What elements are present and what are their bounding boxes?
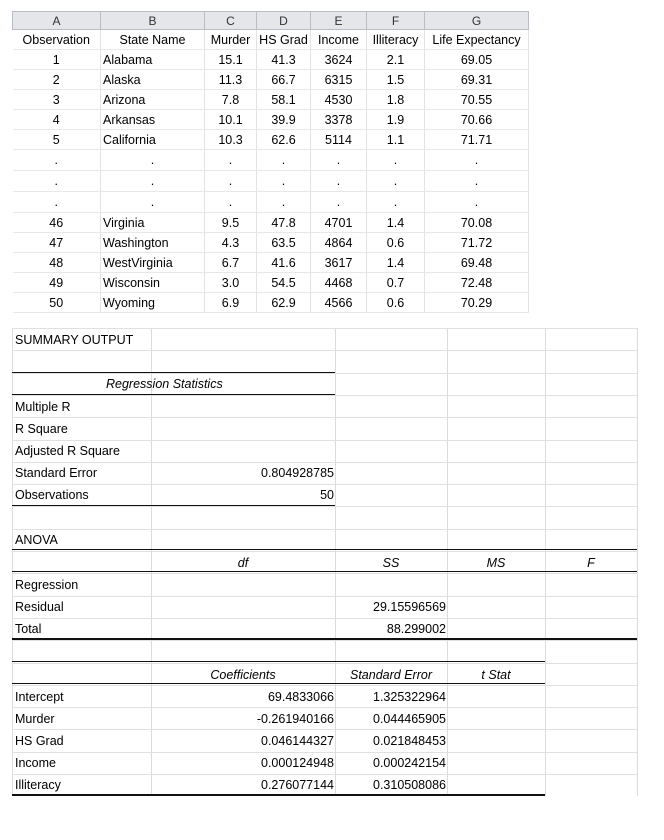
income-cell[interactable]: 6315 <box>311 70 367 90</box>
gridline <box>12 618 638 619</box>
ellipsis-row <box>13 192 529 213</box>
ellipsis-cell[interactable]: . <box>425 192 529 213</box>
life-expectancy-cell[interactable]: 69.31 <box>425 70 529 90</box>
summary-output-grid <box>12 328 638 796</box>
coef-row-label: Intercept <box>15 690 64 704</box>
gridline <box>12 663 638 664</box>
life-expectancy-cell[interactable]: 71.72 <box>425 233 529 253</box>
income-cell[interactable]: 3617 <box>311 253 367 273</box>
gridline <box>12 417 638 418</box>
anova-row-label: Residual <box>15 600 64 614</box>
gridline <box>12 729 638 730</box>
header-illiteracy[interactable]: Illiteracy <box>367 30 425 50</box>
data-row <box>13 253 529 273</box>
column-header-d[interactable]: D <box>257 12 311 30</box>
column-header-c[interactable]: C <box>205 12 257 30</box>
state-name-cell[interactable]: Virginia <box>101 213 205 233</box>
income-cell[interactable]: 3624 <box>311 50 367 70</box>
data-row <box>13 50 529 70</box>
income-cell[interactable]: 4530 <box>311 90 367 110</box>
ellipsis-cell[interactable]: . <box>101 150 205 171</box>
se-value: 0.021848453 <box>373 734 446 748</box>
hs-grad-cell[interactable]: 62.9 <box>257 293 311 313</box>
illiteracy-cell[interactable]: 0.7 <box>367 273 425 293</box>
data-row <box>13 213 529 233</box>
illiteracy-cell[interactable]: 1.9 <box>367 110 425 130</box>
ellipsis-cell[interactable]: . <box>13 150 101 171</box>
ellipsis-cell[interactable]: . <box>101 192 205 213</box>
murder-cell[interactable]: 15.1 <box>205 50 257 70</box>
coef-header-t-stat: t Stat <box>481 668 511 682</box>
anova-header-ss: SS <box>382 556 400 570</box>
illiteracy-cell[interactable]: 1.4 <box>367 213 425 233</box>
gridline <box>12 573 638 574</box>
gridline <box>12 707 638 708</box>
coef-value: 69.4833066 <box>267 690 334 704</box>
gridline <box>12 596 638 597</box>
anova-header-ms: MS <box>486 556 506 570</box>
header-murder[interactable]: Murder <box>205 30 257 50</box>
gridline <box>12 774 638 775</box>
coef-header-coefficients: Coefficients <box>210 668 276 682</box>
hs-grad-cell[interactable]: 54.5 <box>257 273 311 293</box>
se-value: 0.000242154 <box>373 756 446 770</box>
coef-header-rule <box>12 683 545 684</box>
ellipsis-cell[interactable]: . <box>13 171 101 192</box>
reg-stat-label: Multiple R <box>15 400 71 414</box>
anova-header-f: F <box>587 556 595 570</box>
summary-title: SUMMARY OUTPUT <box>15 333 134 347</box>
gridline <box>12 395 638 396</box>
reg-stat-label: Adjusted R Square <box>15 444 120 458</box>
observation-cell[interactable]: 46 <box>13 213 101 233</box>
column-header-b[interactable]: B <box>101 12 205 30</box>
column-header-row <box>13 12 529 30</box>
illiteracy-cell[interactable]: 1.1 <box>367 130 425 150</box>
hs-grad-cell[interactable]: 66.7 <box>257 70 311 90</box>
se-value: 0.310508086 <box>373 778 446 792</box>
ellipsis-cell[interactable]: . <box>257 192 311 213</box>
standard-error-value: 0.804928785 <box>261 466 334 480</box>
ellipsis-cell[interactable]: . <box>205 192 257 213</box>
murder-cell[interactable]: 6.9 <box>205 293 257 313</box>
gridline <box>12 506 638 507</box>
anova-row-label: Regression <box>15 578 79 592</box>
reg-stat-label: R Square <box>15 422 68 436</box>
coef-row-label: Illiteracy <box>15 778 61 792</box>
murder-cell[interactable]: 11.3 <box>205 70 257 90</box>
hs-grad-cell[interactable]: 39.9 <box>257 110 311 130</box>
gridline <box>12 529 638 530</box>
coef-bottom-rule <box>12 794 545 796</box>
coef-header-standard-error: Standard Error <box>350 668 432 682</box>
hs-grad-cell[interactable]: 62.6 <box>257 130 311 150</box>
column-header-e[interactable]: E <box>311 12 367 30</box>
observation-cell[interactable]: 49 <box>13 273 101 293</box>
observation-cell[interactable]: 5 <box>13 130 101 150</box>
column-header-f[interactable]: F <box>367 12 425 30</box>
life-expectancy-cell[interactable]: 70.29 <box>425 293 529 313</box>
reg-stats-top-rule <box>12 372 335 373</box>
life-expectancy-cell[interactable]: 71.71 <box>425 130 529 150</box>
header-income[interactable]: Income <box>311 30 367 50</box>
illiteracy-cell[interactable]: 0.6 <box>367 233 425 253</box>
anova-header-rule <box>12 571 637 572</box>
observation-cell[interactable]: 1 <box>13 50 101 70</box>
coef-value: 0.000124948 <box>261 756 334 770</box>
murder-cell[interactable]: 3.0 <box>205 273 257 293</box>
hs-grad-cell[interactable]: 41.3 <box>257 50 311 70</box>
gridline <box>12 685 638 686</box>
coef-row-label: Income <box>15 756 56 770</box>
hs-grad-cell[interactable]: 63.5 <box>257 233 311 253</box>
gridline <box>12 462 638 463</box>
column-header-a[interactable]: A <box>13 12 101 30</box>
ellipsis-row <box>13 150 529 171</box>
illiteracy-cell[interactable]: 1.5 <box>367 70 425 90</box>
coef-value: -0.261940166 <box>256 712 334 726</box>
ellipsis-cell[interactable]: . <box>205 171 257 192</box>
murder-cell[interactable]: 10.1 <box>205 110 257 130</box>
header-observation[interactable]: Observation <box>13 30 101 50</box>
gridline <box>12 373 638 374</box>
gridline <box>12 328 638 329</box>
gridline <box>12 440 638 441</box>
anova-row-label: Total <box>15 622 42 636</box>
data-row <box>13 293 529 313</box>
ellipsis-cell[interactable]: . <box>257 171 311 192</box>
ellipsis-cell[interactable]: . <box>311 171 367 192</box>
life-expectancy-cell[interactable]: 70.55 <box>425 90 529 110</box>
coef-top-rule <box>12 661 545 662</box>
ellipsis-cell[interactable]: . <box>367 192 425 213</box>
gridline <box>12 484 638 485</box>
observation-cell[interactable]: 47 <box>13 233 101 253</box>
observation-cell[interactable]: 48 <box>13 253 101 273</box>
observations-value: 50 <box>320 488 334 502</box>
observation-cell[interactable]: 50 <box>13 293 101 313</box>
hs-grad-cell[interactable]: 58.1 <box>257 90 311 110</box>
state-name-cell[interactable]: Wyoming <box>101 293 205 313</box>
ellipsis-cell[interactable]: . <box>257 150 311 171</box>
illiteracy-cell[interactable]: 0.6 <box>367 293 425 313</box>
ellipsis-row <box>13 171 529 192</box>
coef-value: 0.276077144 <box>261 778 334 792</box>
anova-ss-value: 29.15596569 <box>373 600 446 614</box>
hs-grad-cell[interactable]: 41.6 <box>257 253 311 273</box>
field-header-row <box>13 30 529 50</box>
state-name-cell[interactable]: Wisconsin <box>101 273 205 293</box>
state-name-cell[interactable]: Alabama <box>101 50 205 70</box>
state-name-cell[interactable]: Arkansas <box>101 110 205 130</box>
reg-stat-label: Observations <box>15 488 89 502</box>
observation-cell[interactable]: 2 <box>13 70 101 90</box>
reg-stat-label: Standard Error <box>15 466 97 480</box>
data-row <box>13 90 529 110</box>
life-expectancy-cell[interactable]: 69.48 <box>425 253 529 273</box>
coef-row-label: Murder <box>15 712 55 726</box>
data-row <box>13 130 529 150</box>
gridline <box>12 350 638 351</box>
ellipsis-cell[interactable]: . <box>13 192 101 213</box>
state-name-cell[interactable]: California <box>101 130 205 150</box>
header-state-name[interactable]: State Name <box>101 30 205 50</box>
anova-ss-value: 88.299002 <box>386 622 446 636</box>
hs-grad-cell[interactable]: 47.8 <box>257 213 311 233</box>
life-expectancy-cell[interactable]: 72.48 <box>425 273 529 293</box>
anova-title: ANOVA <box>15 533 58 547</box>
murder-cell[interactable]: 4.3 <box>205 233 257 253</box>
anova-header-df: df <box>237 556 249 570</box>
data-row <box>13 70 529 90</box>
illiteracy-cell[interactable]: 1.8 <box>367 90 425 110</box>
data-row <box>13 110 529 130</box>
illiteracy-cell[interactable]: 1.4 <box>367 253 425 273</box>
income-cell[interactable]: 4701 <box>311 213 367 233</box>
gridline <box>12 551 638 552</box>
murder-cell[interactable]: 6.7 <box>205 253 257 273</box>
state-name-cell[interactable]: Alaska <box>101 70 205 90</box>
state-name-cell[interactable]: Arizona <box>101 90 205 110</box>
header-hs-grad[interactable]: HS Grad <box>257 30 311 50</box>
income-cell[interactable]: 4468 <box>311 273 367 293</box>
data-row <box>13 273 529 293</box>
ellipsis-cell[interactable]: . <box>367 171 425 192</box>
se-value: 0.044465905 <box>373 712 446 726</box>
ellipsis-cell[interactable]: . <box>205 150 257 171</box>
ellipsis-cell[interactable]: . <box>425 150 529 171</box>
life-expectancy-cell[interactable]: 70.08 <box>425 213 529 233</box>
life-expectancy-cell[interactable]: 69.05 <box>425 50 529 70</box>
state-data-sheet <box>12 11 529 313</box>
income-cell[interactable]: 5114 <box>311 130 367 150</box>
illiteracy-cell[interactable]: 2.1 <box>367 50 425 70</box>
data-row <box>13 233 529 253</box>
ellipsis-cell[interactable]: . <box>101 171 205 192</box>
reg-stats-header-rule <box>12 394 335 395</box>
anova-bottom-rule <box>12 638 637 640</box>
anova-top-rule <box>12 549 637 550</box>
murder-cell[interactable]: 10.3 <box>205 130 257 150</box>
column-header-g[interactable]: G <box>425 12 529 30</box>
ellipsis-cell[interactable]: . <box>425 171 529 192</box>
ellipsis-cell[interactable]: . <box>311 150 367 171</box>
observation-cell[interactable]: 3 <box>13 90 101 110</box>
murder-cell[interactable]: 7.8 <box>205 90 257 110</box>
income-cell[interactable]: 4566 <box>311 293 367 313</box>
coef-value: 0.046144327 <box>261 734 334 748</box>
state-name-cell[interactable]: Washington <box>101 233 205 253</box>
observation-cell[interactable]: 4 <box>13 110 101 130</box>
life-expectancy-cell[interactable]: 70.66 <box>425 110 529 130</box>
state-name-cell[interactable]: WestVirginia <box>101 253 205 273</box>
header-life-expectancy[interactable]: Life Expectancy <box>425 30 529 50</box>
ellipsis-cell[interactable]: . <box>367 150 425 171</box>
se-value: 1.325322964 <box>373 690 446 704</box>
ellipsis-cell[interactable]: . <box>311 192 367 213</box>
murder-cell[interactable]: 9.5 <box>205 213 257 233</box>
gridline <box>12 640 638 641</box>
reg-stats-bottom-rule <box>12 505 335 506</box>
income-cell[interactable]: 3378 <box>311 110 367 130</box>
gridline <box>12 752 638 753</box>
coef-row-label: HS Grad <box>15 734 64 748</box>
income-cell[interactable]: 4864 <box>311 233 367 253</box>
reg-stats-title: Regression Statistics <box>106 377 223 391</box>
